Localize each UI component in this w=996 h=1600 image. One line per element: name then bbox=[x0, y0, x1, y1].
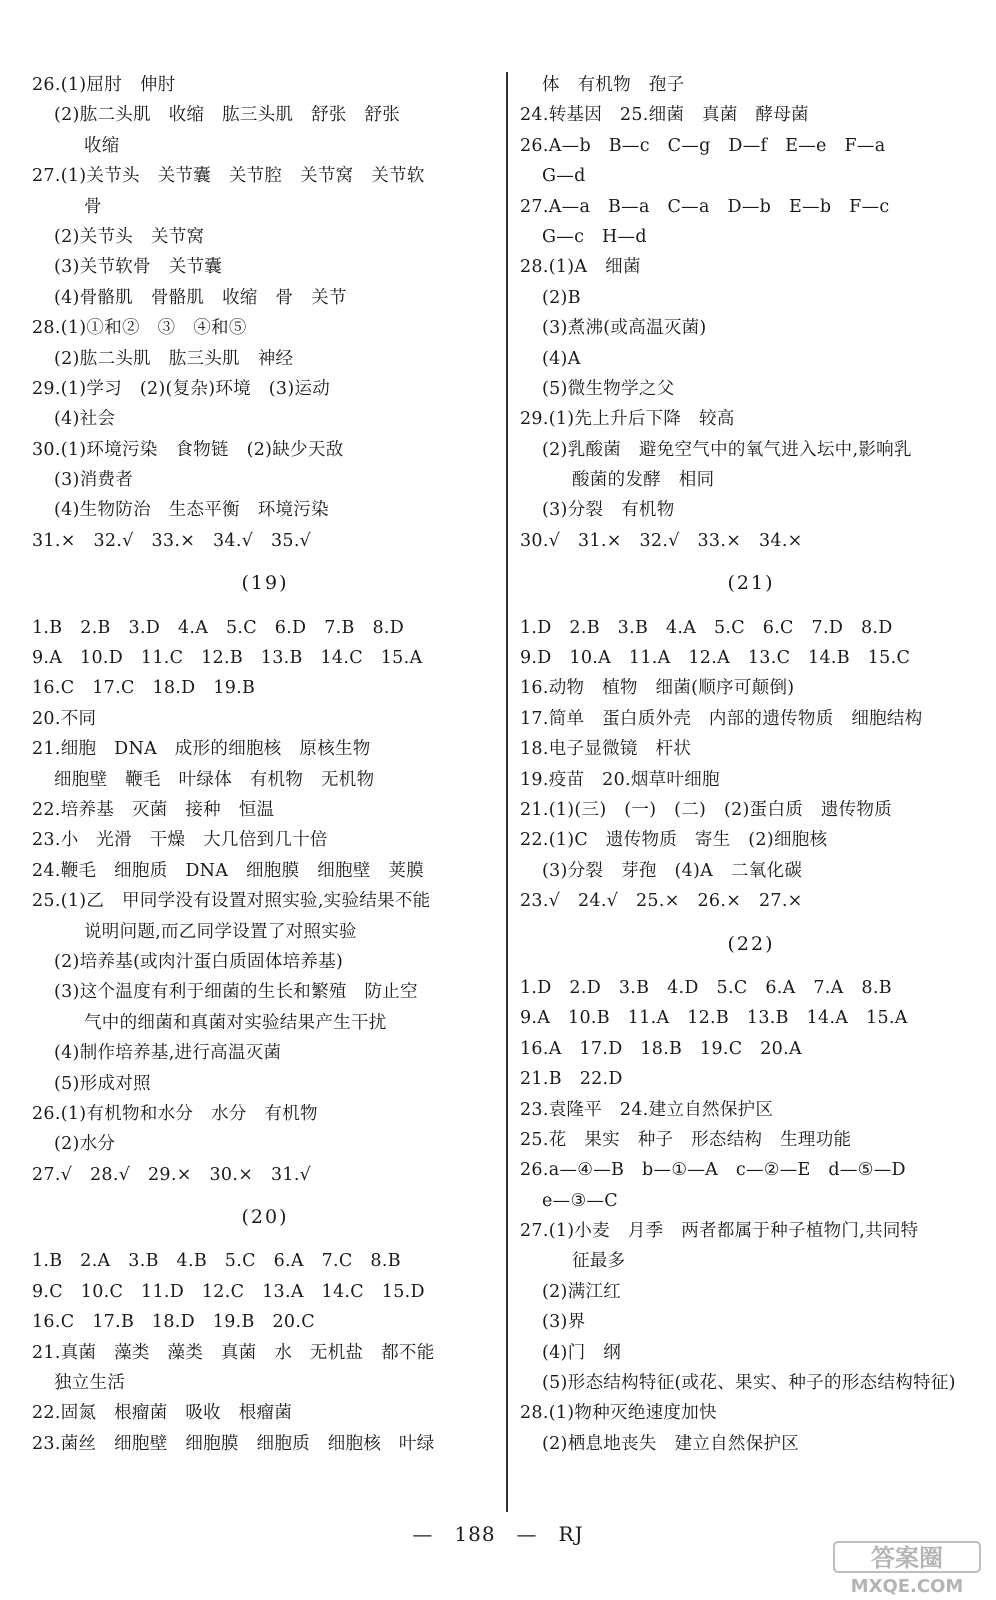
answer-line: 18.电子显微镜 杆状 bbox=[520, 739, 692, 760]
answer-line: 25.(1)乙 甲同学没有设置对照实验,实验结果不能 bbox=[32, 891, 431, 912]
answer-line: 征最多 bbox=[572, 1251, 626, 1272]
answer-line: 20.不同 bbox=[32, 708, 97, 729]
answer-line: 1.D 2.B 3.B 4.A 5.C 6.C 7.D 8.D bbox=[520, 617, 893, 638]
answer-line: 23.袁隆平 24.建立自然保护区 bbox=[520, 1099, 774, 1120]
answer-line: 21.(1)(三) (一) (二) (2)蛋白质 遗传物质 bbox=[520, 799, 893, 820]
answer-line: 27.(1)关节头 关节囊 关节腔 关节窝 关节软 bbox=[32, 166, 425, 187]
answer-line: 24.鞭毛 细胞质 DNA 细胞膜 细胞壁 荚膜 bbox=[32, 860, 425, 881]
answer-line: (4)社会 bbox=[54, 409, 116, 430]
answer-line: 1.B 2.A 3.B 4.B 5.C 6.A 7.C 8.B bbox=[32, 1251, 401, 1272]
answer-line: (2)满江红 bbox=[542, 1281, 622, 1302]
answer-line: (5)微生物学之父 bbox=[542, 378, 675, 399]
answer-line: 23.√ 24.√ 25.× 26.× 27.× bbox=[520, 891, 803, 912]
left-column bbox=[32, 70, 498, 1459]
answer-line: 气中的细菌和真菌对实验结果产生干扰 bbox=[84, 1012, 387, 1033]
answer-line: 28.(1)A 细菌 bbox=[520, 257, 641, 278]
column-divider bbox=[506, 72, 508, 1512]
answer-line: G—d bbox=[542, 166, 586, 187]
answer-line: 16.动物 植物 细菌(顺序可颠倒) bbox=[520, 678, 795, 699]
answer-line: 独立生活 bbox=[54, 1373, 126, 1394]
answer-line: 24.转基因 25.细菌 真菌 酵母菌 bbox=[520, 105, 809, 126]
answer-line: (3)这个温度有利于细菌的生长和繁殖 防止空 bbox=[54, 982, 418, 1003]
answer-line: (3)关节软骨 关节囊 bbox=[54, 257, 223, 278]
answer-line: 29.(1)先上升后下降 较高 bbox=[520, 409, 735, 430]
answer-line: (4)骨骼肌 骨骼肌 收缩 骨 关节 bbox=[54, 287, 347, 308]
answer-line: (2)乳酸菌 避免空气中的氧气进入坛中,影响乳 bbox=[542, 439, 912, 460]
section-heading: (19) bbox=[241, 572, 289, 595]
answer-line: (4)门 纲 bbox=[542, 1342, 622, 1363]
answer-line: 19.疫苗 20.烟草叶细胞 bbox=[520, 769, 720, 790]
answer-line: 27.√ 28.√ 29.× 30.× 31.√ bbox=[32, 1164, 312, 1185]
answer-line: 28.(1)①和② ③ ④和⑤ bbox=[32, 318, 247, 339]
answer-line: 21.真菌 藻类 藻类 真菌 水 无机盐 都不能 bbox=[32, 1342, 435, 1363]
answer-line: 23.小 光滑 干燥 大几倍到几十倍 bbox=[32, 830, 328, 851]
answer-line: 29.(1)学习 (2)(复杂)环境 (3)运动 bbox=[32, 378, 331, 399]
answer-line: 31.× 32.√ 33.× 34.√ 35.√ bbox=[32, 530, 312, 551]
answer-line: (4)生物防治 生态平衡 环境污染 bbox=[54, 500, 329, 521]
answer-line: (2)肱二头肌 肱三头肌 神经 bbox=[54, 348, 294, 369]
answer-line: 27.(1)小麦 月季 两者都属于种子植物门,共同特 bbox=[520, 1221, 919, 1242]
answer-line: 17.简单 蛋白质外壳 内部的遗传物质 细胞结构 bbox=[520, 708, 923, 729]
section-heading: (21) bbox=[727, 572, 775, 595]
answer-line: (4)制作培养基,进行高温灭菌 bbox=[54, 1043, 282, 1064]
answer-line: 酸菌的发酵 相同 bbox=[572, 470, 715, 491]
answer-line: (2)B bbox=[542, 287, 581, 308]
answer-line: 27.A—a B—a C—a D—b E—b F—c bbox=[520, 196, 890, 217]
answer-line: 9.A 10.D 11.C 12.B 13.B 14.C 15.A bbox=[32, 648, 423, 669]
answer-line: (5)形态结构特征(或花、果实、种子的形态结构特征) bbox=[542, 1373, 956, 1394]
answer-line: 9.D 10.A 11.A 12.A 13.C 14.B 15.C bbox=[520, 648, 911, 669]
answer-line: 9.C 10.C 11.D 12.C 13.A 14.C 15.D bbox=[32, 1281, 425, 1302]
answer-line: 体 有机物 孢子 bbox=[542, 75, 685, 95]
answer-line: (2)培养基(或肉汁蛋白质固体培养基) bbox=[54, 951, 344, 972]
answer-line: (2)水分 bbox=[54, 1134, 116, 1155]
answer-line: 23.菌丝 细胞壁 细胞膜 细胞质 细胞核 叶绿 bbox=[32, 1433, 435, 1454]
answer-line: e—③—C bbox=[542, 1190, 618, 1211]
answer-line: (4)A bbox=[542, 348, 581, 369]
answer-line: 16.C 17.C 18.D 19.B bbox=[32, 678, 256, 699]
answer-line: (5)形成对照 bbox=[54, 1073, 151, 1094]
answer-line: (3)煮沸(或高温灭菌) bbox=[542, 318, 707, 339]
answer-line: 22.培养基 灭菌 接种 恒温 bbox=[32, 799, 275, 820]
answer-line: (3)分裂 芽孢 (4)A 二氧化碳 bbox=[542, 860, 803, 881]
right-column bbox=[520, 70, 982, 1459]
answer-line: 26.(1)有机物和水分 水分 有机物 bbox=[32, 1103, 318, 1124]
section-heading: (22) bbox=[727, 932, 775, 955]
answer-line: 说明问题,而乙同学设置了对照实验 bbox=[84, 921, 357, 942]
answer-line: (2)关节头 关节窝 bbox=[54, 226, 205, 247]
answer-line: 1.D 2.D 3.B 4.D 5.C 6.A 7.A 8.B bbox=[520, 977, 892, 998]
watermark-logo bbox=[832, 1540, 982, 1596]
answer-line: 16.A 17.D 18.B 19.C 20.A bbox=[520, 1038, 802, 1059]
answer-line: 26.A—b B—c C—g D—f E—e F—a bbox=[520, 135, 886, 156]
answer-line: (3)分裂 有机物 bbox=[542, 500, 675, 521]
answer-line: 28.(1)物种灭绝速度加快 bbox=[520, 1403, 717, 1424]
answer-line: 21.B 22.D bbox=[520, 1069, 623, 1090]
page-footer: — 188 — RJ bbox=[412, 1522, 584, 1546]
answer-line: G—c H—d bbox=[542, 226, 647, 247]
watermark-top-text: 答案圈 bbox=[871, 1544, 943, 1572]
watermark-bottom-text: MXQE.COM bbox=[850, 1576, 964, 1596]
answer-line: (2)肱二头肌 收缩 肱三头肌 舒张 舒张 bbox=[54, 105, 401, 126]
answer-line: 22.(1)C 遗传物质 寄生 (2)细胞核 bbox=[520, 830, 828, 851]
answer-line: 26.(1)屈肘 伸肘 bbox=[32, 75, 176, 95]
answer-line: 21.细胞 DNA 成形的细胞核 原核生物 bbox=[32, 739, 371, 760]
answer-line: 30.(1)环境污染 食物链 (2)缺少天敌 bbox=[32, 439, 344, 460]
answer-line: 30.√ 31.× 32.√ 33.× 34.× bbox=[520, 530, 803, 551]
answer-line: 骨 bbox=[84, 196, 102, 217]
answer-line: (3)界 bbox=[542, 1312, 586, 1333]
answer-line: (3)消费者 bbox=[54, 470, 134, 491]
answer-line: (2)栖息地丧失 建立自然保护区 bbox=[542, 1433, 800, 1454]
answer-line: 26.a—④—B b—①—A c—②—E d—⑤—D bbox=[520, 1160, 906, 1181]
answer-line: 收缩 bbox=[84, 135, 120, 156]
section-heading: (20) bbox=[241, 1206, 289, 1229]
answer-line: 9.A 10.B 11.A 12.B 13.B 14.A 15.A bbox=[520, 1008, 908, 1029]
answer-line: 1.B 2.B 3.D 4.A 5.C 6.D 7.B 8.D bbox=[32, 617, 405, 638]
answer-line: 22.固氮 根瘤菌 吸收 根瘤菌 bbox=[32, 1403, 293, 1424]
answer-line: 细胞壁 鞭毛 叶绿体 有机物 无机物 bbox=[54, 769, 375, 790]
answer-line: 16.C 17.B 18.D 19.B 20.C bbox=[32, 1312, 315, 1333]
answer-line: 25.花 果实 种子 形态结构 生理功能 bbox=[520, 1129, 852, 1150]
